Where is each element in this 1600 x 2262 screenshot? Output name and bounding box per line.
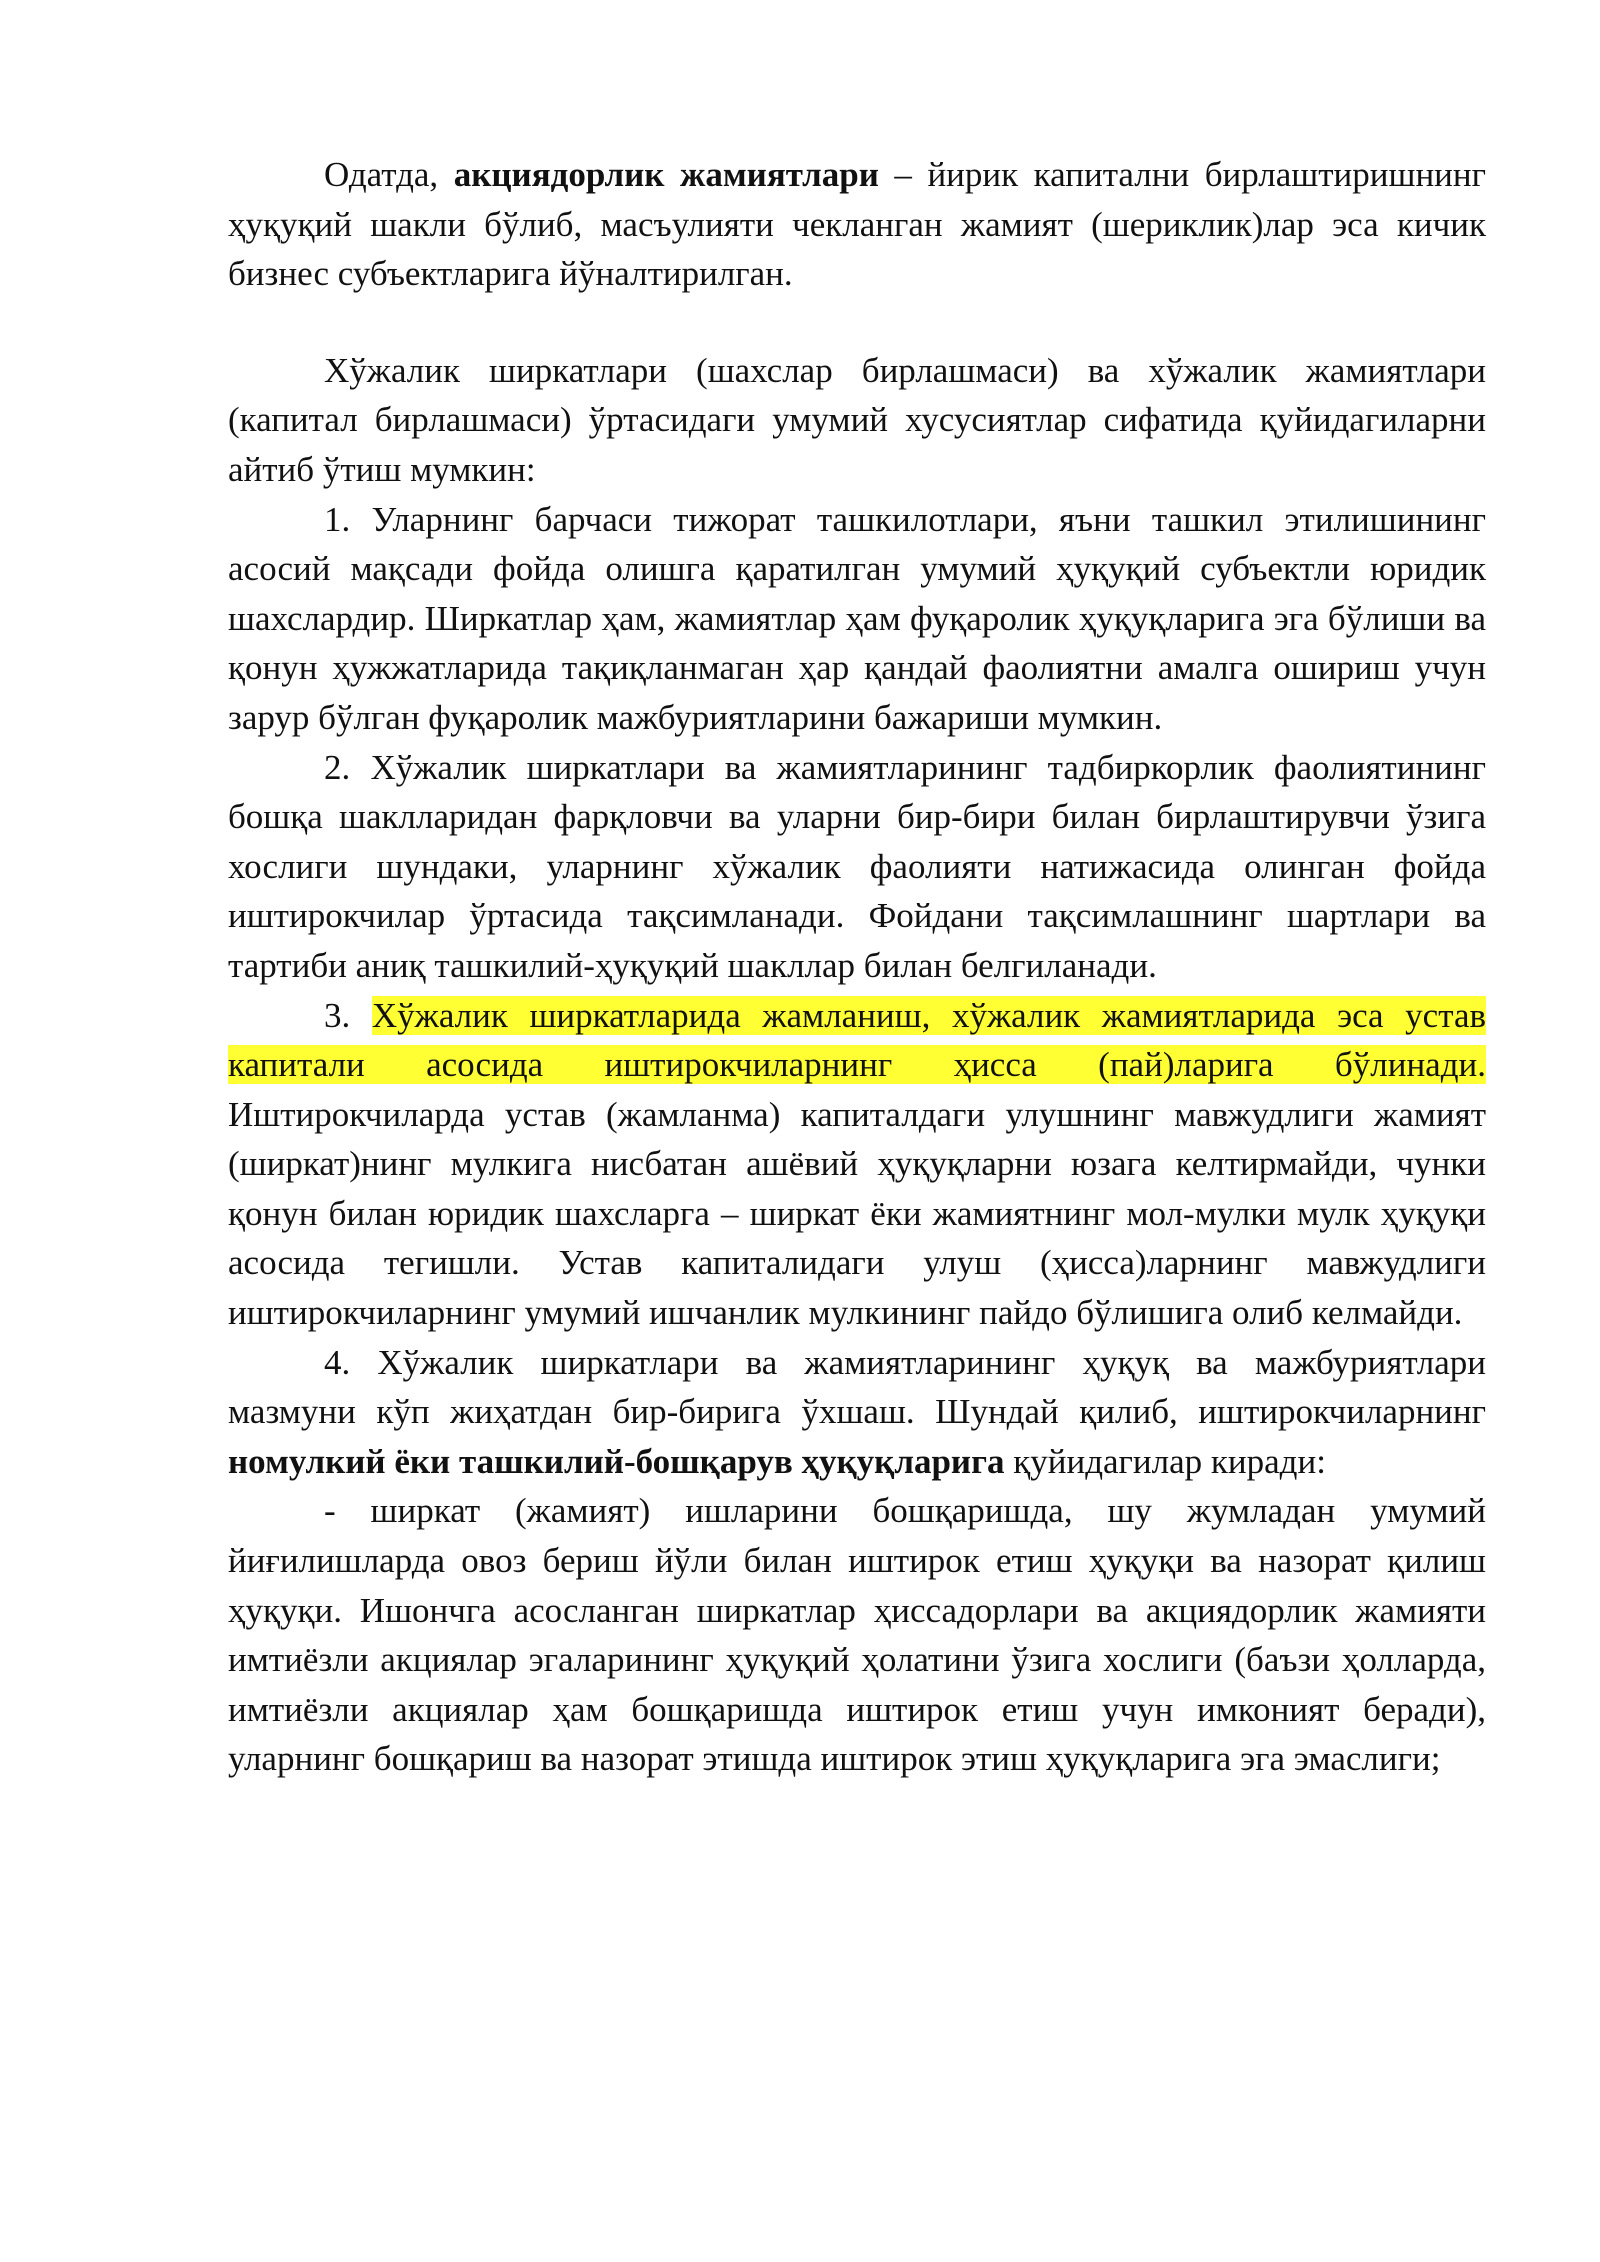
paragraph-spacer <box>228 299 1486 346</box>
list-item-3-text: Иштирокчиларда устав (жамланма) капиталдаги улушнинг мавжудлиги жамият (ширкат)нинг мулкига нисбатан ашёвий ҳуқуқларни юзага келтирмайди, чунки қонун билан юридик шахсларга – ширкат ёки жамиятнинг мол-мулки мулк ҳуқуқи асосида тегишли. Устав капиталидаги улуш (ҳисса)ларнинг мавжудлиги иштирокчиларнинг умумий ишчанлик мулкининг пайдо бўлишига олиб келмайди. <box>228 1094 1486 1333</box>
intro-bold-term: акциядорлик жамиятлари <box>453 155 879 194</box>
list-item-2: 2. Хўжалик ширкатлари ва жамиятларининг тадбиркорлик фаолиятининг бошқа шаклларидан фарқловчи ва уларни бир-бири билан бирлаштирувчи ўзига хослиги шундаки, уларнинг хўжалик фаолияти натижасида олинган фойда иштирокчилар ўртасида тақсимланади. Фойдани тақсимлашнинг шартлари ва тартиби аниқ ташкилий-ҳуқуқий шакллар билан белгиланади. <box>228 747 1486 985</box>
list-item-4-text-end: қуйидагилар киради: <box>1004 1441 1326 1481</box>
list-item-4-text-start: 4. Хўжалик ширкатлари ва жамиятларининг ҳуқуқ ва мажбуриятлари мазмуни кўп жиҳатдан бир-бирига ўхшаш. Шундай қилиб, иштирокчиларнинг <box>228 1342 1486 1432</box>
list-item-4 <box>228 1338 1486 1487</box>
list-item-3 <box>228 991 1486 1338</box>
dash-item-1: - ширкат (жамият) ишларини бошқаришда, шу жумладан умумий йиғилишларда овоз бериш йўли билан иштирок етиш ҳуқуқи ва назорат қилиш ҳуқуқи. Ишончга асосланган ширкатлар ҳиссадорлари ва акциядорлик жамияти имтиёзли акциялар эгаларининг ҳуқуқий ҳолатини ўзига хослиги (баъзи ҳолларда, имтиёзли акциялар ҳам бошқаришда иштирок етиш учун имконият беради), уларнинг бошқариш ва назорат этишда иштирок этиш ҳуқуқларига эга эмаслиги; <box>228 1491 1486 1779</box>
document-page <box>228 150 1486 1784</box>
list-item-3-number: 3. <box>324 995 372 1035</box>
intro-text-end: – йирик капитални бирлаштиришнинг ҳуқуқий шакли бўлиб, масъулияти чекланган жамият (шериклик)лар эса кичик бизнес субъектларига йўналтирилган. <box>228 155 1486 294</box>
list-item-4-bold-term: номулкий ёки ташкилий-бошқарув ҳуқуқларига <box>228 1441 1005 1481</box>
paragraph-intro <box>228 150 1486 299</box>
highlighted-text: Хўжалик ширкатларида жамланиш, хўжалик жамиятларида эса устав капитали асосида иштирокчиларнинг ҳисса (пай)ларига бўлинади. <box>228 995 1486 1085</box>
intro-text-start: Одатда, <box>324 155 454 194</box>
paragraph-common-features: Хўжалик ширкатлари (шахслар бирлашмаси) ва хўжалик жамиятлари (капитал бирлашмаси) ўртасидаги умумий хусусиятлар сифатида қуйидагиларни айтиб ўтиш мумкин: <box>228 350 1486 489</box>
list-item-1: 1. Уларнинг барчаси тижорат ташкилотлари, яъни ташкил этилишининг асосий мақсади фойда олишга қаратилган умумий ҳуқуқий субъектли юридик шахслардир. Ширкатлар ҳам, жамиятлар ҳам фуқаролик ҳуқуқларига эга бўлиши ва қонун ҳужжатларида тақиқланмаган ҳар қандай фаолиятни амалга ошириш учун зарур бўлган фуқаролик мажбуриятларини бажариши мумкин. <box>228 499 1486 737</box>
